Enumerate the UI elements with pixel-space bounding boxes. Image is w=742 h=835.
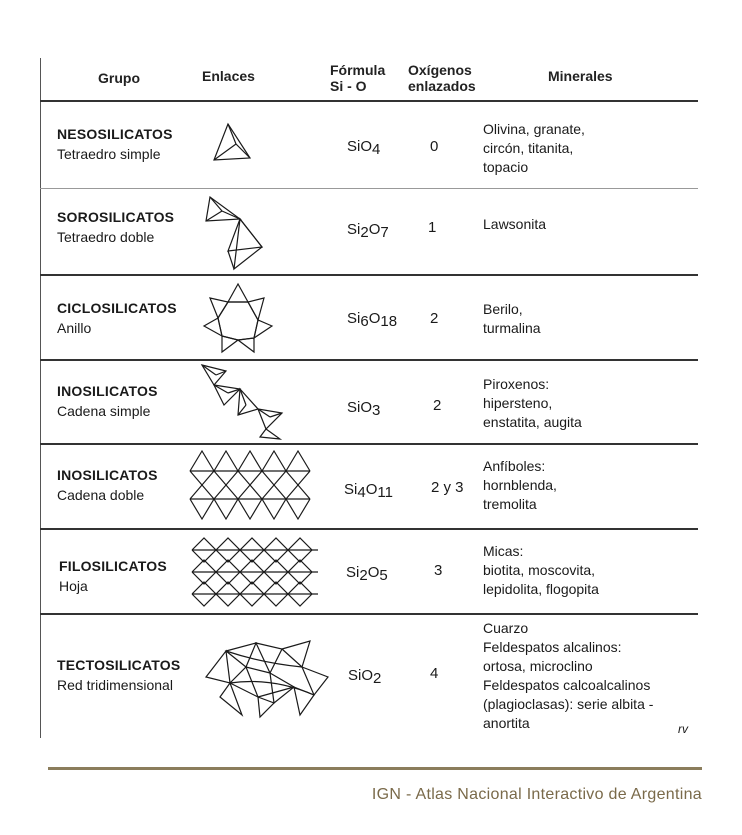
table-row (40, 530, 698, 613)
formula (344, 481, 393, 501)
formula-subscript: 5 (379, 567, 388, 584)
formula-part: O (368, 221, 381, 238)
single-tetrahedron-icon (210, 122, 254, 164)
silicate-table (40, 58, 700, 738)
group-name: TECTOSILICATOS (57, 657, 181, 673)
oxygens-count: 4 (430, 665, 439, 682)
formula-subscript: 6 (360, 313, 369, 330)
formula-subscript: 11 (377, 484, 393, 501)
framework-tetrahedra-icon (202, 637, 332, 719)
formula-part: Si (347, 310, 361, 327)
table-row (40, 445, 698, 528)
double-tetrahedron-icon (204, 195, 266, 273)
formula (347, 138, 380, 158)
minerals-list (483, 300, 541, 338)
table-row (40, 615, 698, 738)
formula-subscript: 2 (360, 224, 369, 241)
group-name: SOROSILICATOS (57, 209, 175, 225)
footer-rule (48, 767, 702, 770)
formula-part: Si (346, 564, 360, 581)
group-subtitle: Cadena doble (57, 487, 145, 503)
mineral-line: Berilo, (483, 301, 523, 317)
formula (346, 564, 388, 584)
sheet-tetrahedra-icon (188, 534, 324, 612)
formula-part: Si (347, 221, 361, 238)
mineral-line: ortosa, microclino (483, 658, 593, 674)
table-row (40, 102, 698, 188)
mineral-line: Piroxenos: (483, 376, 550, 392)
single-chain-icon (200, 363, 286, 441)
mineral-line: lepidolita, flogopita (483, 581, 599, 597)
oxygens-count: 2 (433, 397, 442, 414)
minerals-list (483, 542, 599, 599)
formula-part: O (367, 564, 380, 581)
mineral-line: (plagioclasas): serie albita - (483, 696, 654, 712)
formula (348, 667, 381, 687)
group-subtitle: Anillo (57, 320, 92, 336)
mineral-line: enstatita, augita (483, 414, 582, 430)
formula-part: SiO (347, 399, 373, 416)
minerals-list (483, 619, 653, 733)
formula-part: O (365, 481, 378, 498)
formula (347, 310, 397, 330)
ring-tetrahedra-icon (198, 280, 278, 356)
oxygens-count: 2 (430, 310, 439, 327)
header-enlaces: Enlaces (202, 68, 255, 84)
mineral-line: hornblenda, (483, 477, 557, 493)
formula-part: Si (344, 481, 358, 498)
header-minerales: Minerales (548, 68, 613, 84)
table-row (40, 276, 698, 359)
oxygens-count: 3 (434, 562, 443, 579)
formula-part: SiO (348, 667, 374, 684)
group-subtitle: Tetraedro simple (57, 146, 161, 162)
group-subtitle: Red tridimensional (57, 677, 173, 693)
author-signature: rv (678, 722, 688, 736)
oxygens-count: 1 (428, 219, 437, 236)
group-name: CICLOSILICATOS (57, 300, 177, 316)
table-row (40, 189, 698, 274)
header-oxigenos-line1: Oxígenos (408, 62, 472, 78)
formula-part: O (368, 310, 381, 327)
oxygens-count: 0 (430, 138, 439, 155)
table-row (40, 361, 698, 443)
mineral-line: biotita, moscovita, (483, 562, 596, 578)
mineral-line: tremolita (483, 496, 537, 512)
double-chain-icon (188, 447, 320, 525)
mineral-line: Cuarzo (483, 620, 529, 636)
mineral-line: circón, titanita, (483, 140, 574, 156)
group-subtitle: Cadena simple (57, 403, 151, 419)
minerals-list (483, 215, 546, 234)
mineral-line: turmalina (483, 320, 541, 336)
formula-subscript: 4 (357, 484, 366, 501)
mineral-line: Feldespatos alcalinos: (483, 639, 622, 655)
header-formula-line1: Fórmula (330, 62, 386, 78)
header-oxigenos-line2: enlazados (408, 78, 476, 94)
mineral-line: hipersteno, (483, 395, 553, 411)
oxygens-count: 2 y 3 (431, 479, 464, 496)
mineral-line: anortita (483, 715, 530, 731)
formula-subscript: 3 (372, 402, 381, 419)
group-name: FILOSILICATOS (59, 558, 167, 574)
header-formula-line2: Si - O (330, 78, 367, 94)
group-subtitle: Tetraedro doble (57, 229, 155, 245)
mineral-line: Feldespatos calcoalcalinos (483, 677, 651, 693)
group-name: INOSILICATOS (57, 383, 158, 399)
mineral-line: Micas: (483, 543, 524, 559)
mineral-line: Olivina, granate, (483, 121, 585, 137)
footer-credit: IGN - Atlas Nacional Interactivo de Argentina (371, 786, 702, 803)
header-grupo: Grupo (98, 70, 140, 86)
group-name: NESOSILICATOS (57, 126, 173, 142)
group-name: INOSILICATOS (57, 467, 158, 483)
formula-subscript: 18 (380, 313, 398, 330)
header-oxigenos (408, 62, 476, 94)
formula-subscript: 2 (373, 670, 382, 687)
formula (347, 399, 380, 419)
formula-subscript: 2 (359, 567, 368, 584)
group-subtitle: Hoja (59, 578, 88, 594)
formula-subscript: 4 (372, 141, 381, 158)
mineral-line: Anfíboles: (483, 458, 546, 474)
header-formula (330, 62, 385, 94)
mineral-line: Lawsonita (483, 216, 547, 232)
minerals-list (483, 457, 557, 514)
minerals-list (483, 120, 585, 177)
mineral-line: topacio (483, 159, 529, 175)
minerals-list (483, 375, 582, 432)
formula-subscript: 7 (380, 224, 389, 241)
formula (347, 221, 389, 241)
formula-part: SiO (347, 138, 373, 155)
